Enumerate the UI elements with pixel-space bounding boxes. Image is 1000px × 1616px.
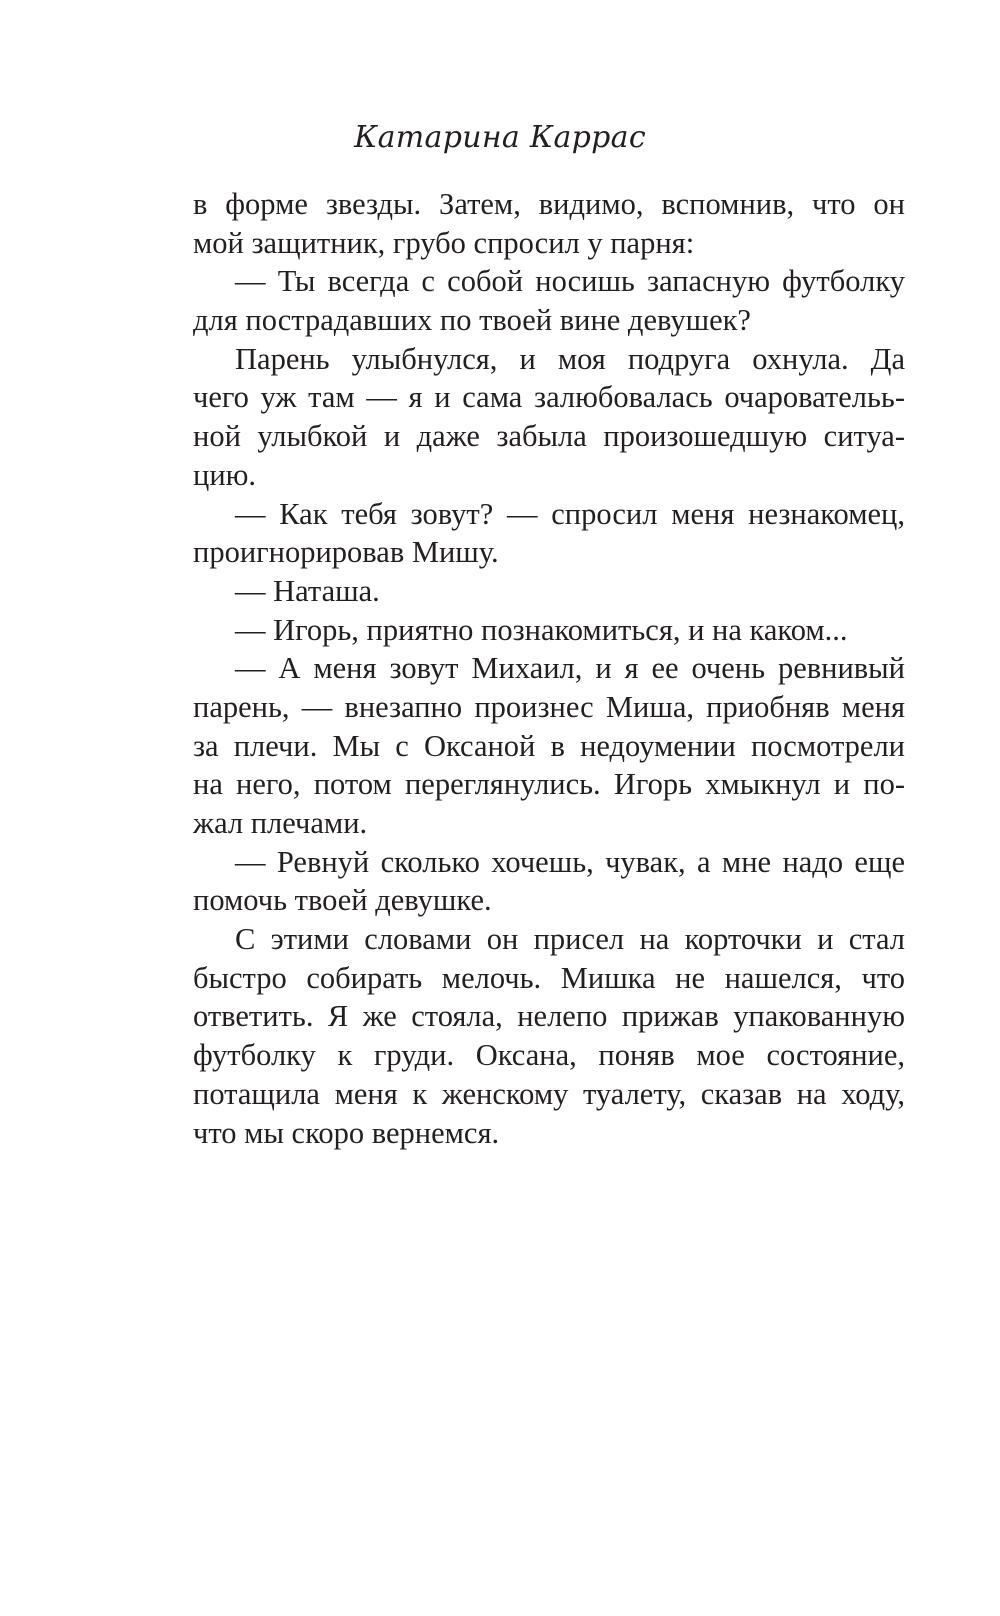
text-line: мой защитник, грубо спросил у парня:: [193, 225, 695, 260]
text-line: — Игорь, приятно познакомиться, и на каком...: [235, 612, 848, 647]
text-line: на него, потом переглянулись. Игорь хмыкнул и по-: [193, 767, 905, 802]
text-line: ной улыбкой и даже забыла произошедшую ситуа-: [193, 419, 905, 454]
text-line: потащила меня к женскому туалету, сказав на ходу,: [193, 1076, 905, 1111]
text-line: в форме звезды. Затем, видимо, вспомнив, что он: [193, 187, 905, 221]
text-line: — Ты всегда с собой носишь запасную футболку: [235, 264, 905, 299]
text-line: быстро собирать мелочь. Мишка не нашелся, что: [193, 960, 905, 995]
body-text: [193, 185, 905, 1152]
text-line: Парень улыбнулся, и моя подруга охнула. Да: [235, 341, 905, 376]
text-line: за плечи. Мы с Оксаной в недоумении посмотрели: [193, 728, 905, 763]
text-line: для пострадавших по твоей вине девушек?: [193, 303, 751, 338]
text-line: помочь твоей девушке.: [193, 883, 492, 918]
text-line: цию.: [193, 457, 257, 492]
text-line: — Ревнуй сколько хочешь, чувак, а мне надо еще: [235, 844, 905, 879]
text-line: С этими словами он присел на корточки и стал: [235, 922, 905, 957]
text-line: проигнорировав Мишу.: [193, 535, 499, 570]
text-line: ответить. Я же стояла, нелепо прижав упакованную: [193, 999, 905, 1034]
text-line: футболку к груди. Оксана, поняв мое состояние,: [193, 1038, 905, 1073]
running-head-author: Катарина Каррас: [354, 120, 646, 155]
text-line: — А меня зовут Михаил, и я ее очень ревнивый: [235, 651, 905, 686]
text-line: что мы скоро вернемся.: [193, 1115, 500, 1150]
text-line: — Как тебя зовут? — спросил меня незнакомец,: [235, 496, 905, 531]
text-line: жал плечами.: [193, 806, 368, 840]
text-line: парень, — внезапно произнес Миша, приобняв меня: [193, 689, 905, 724]
text-line: чего уж там — я и сама залюбовалась очаровательь-: [193, 380, 905, 415]
text-line: — Наташа.: [235, 573, 380, 608]
